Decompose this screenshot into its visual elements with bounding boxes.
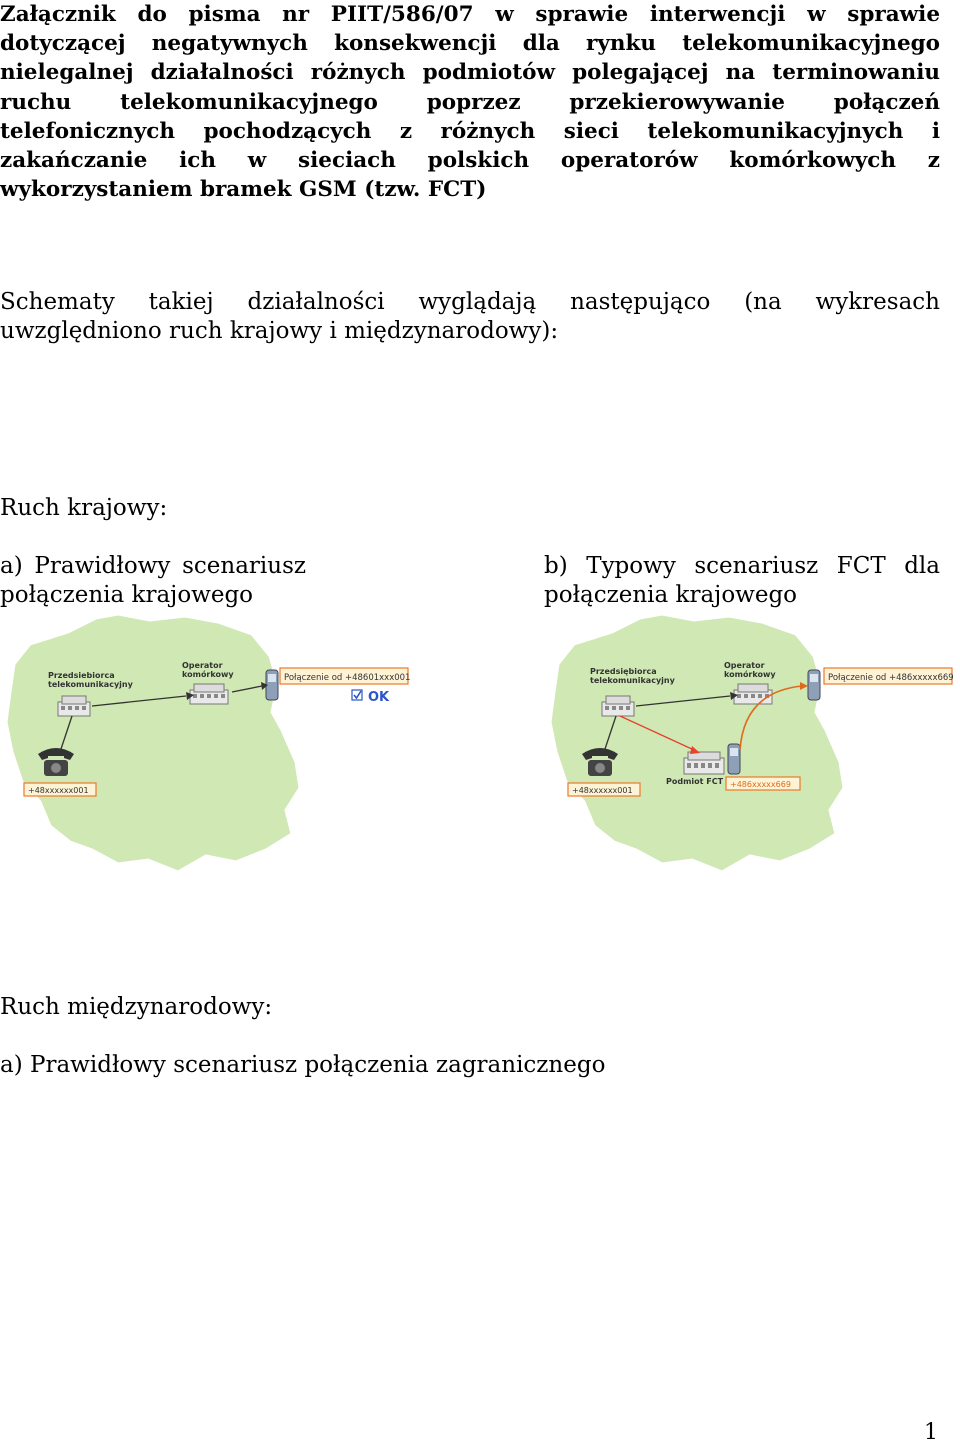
operator-label-2: komórkowy (724, 670, 776, 679)
document-heading: Załącznik do pisma nr PIIT/586/07 w sprawie interwencji w sprawie dotyczącej negatywnych konsekwencji dla rynku telekomunikacyjnego nielegalnej działalności różnych podmiotów polegającej na terminowaniu ruchu telekomunikacyjnego poprzez przekierowywanie połączeń telefonicznych pochodzących z różnych sieci telekomunikacyjnych i zakańczanie ich w sieciach polskich operatorów komórkowych z wykorzystaniem bramek GSM (tzw. FCT) (0, 2, 940, 203)
fct-label: Podmiot FCT (666, 777, 724, 786)
caption-a-international: a) Prawidłowy scenariusz połączenia zagranicznego (0, 1052, 606, 1078)
call-label: Połączenie od +48601xxx001 (284, 673, 411, 683)
building-icon (602, 696, 634, 716)
building-icon (190, 684, 228, 704)
caller-number: +48xxxxxx001 (572, 786, 633, 795)
operator-label-1: Operator (182, 661, 223, 670)
mobile-phone-icon (808, 670, 820, 700)
mobile-phone-icon (728, 744, 740, 774)
fct-number: +486xxxxx669 (730, 780, 791, 789)
building-icon (734, 684, 772, 704)
provider-label-2: telekomunikacyjny (590, 676, 675, 685)
building-icon (684, 752, 724, 774)
poland-map (550, 614, 844, 872)
checkbox-icon (352, 690, 362, 700)
provider-label-1: Przedsiębiorca (590, 667, 657, 676)
page-number: 1 (924, 1420, 938, 1445)
caption-a-domestic: a) Prawidłowy scenariusz połączenia krajowego (0, 553, 306, 608)
caller-number: +48xxxxxx001 (28, 786, 89, 795)
diagram-b-domestic-fct (544, 612, 956, 882)
building-icon (58, 696, 90, 716)
diagram-a-domestic-correct (0, 612, 412, 882)
operator-label-1: Operator (724, 661, 765, 670)
diagram-b-svg (544, 612, 956, 878)
ok-label: OK (368, 690, 390, 705)
intro-paragraph: Schematy takiej działalności wyglądają następująco (na wykresach uwzględniono ruch krajowy i międzynarodowy): (0, 289, 940, 344)
domestic-traffic-label: Ruch krajowy: (0, 495, 168, 521)
international-traffic-label: Ruch międzynarodowy: (0, 994, 273, 1020)
provider-label-2: telekomunikacyjny (48, 680, 133, 689)
provider-label-1: Przedsiebiorca (48, 671, 115, 680)
call-label: Połączenie od +486xxxxx669 (828, 673, 954, 683)
caption-b-domestic: b) Typowy scenariusz FCT dla połączenia krajowego (544, 553, 940, 608)
operator-label-2: komórkowy (182, 670, 234, 679)
poland-map (6, 614, 300, 872)
diagram-a-svg (0, 612, 412, 878)
